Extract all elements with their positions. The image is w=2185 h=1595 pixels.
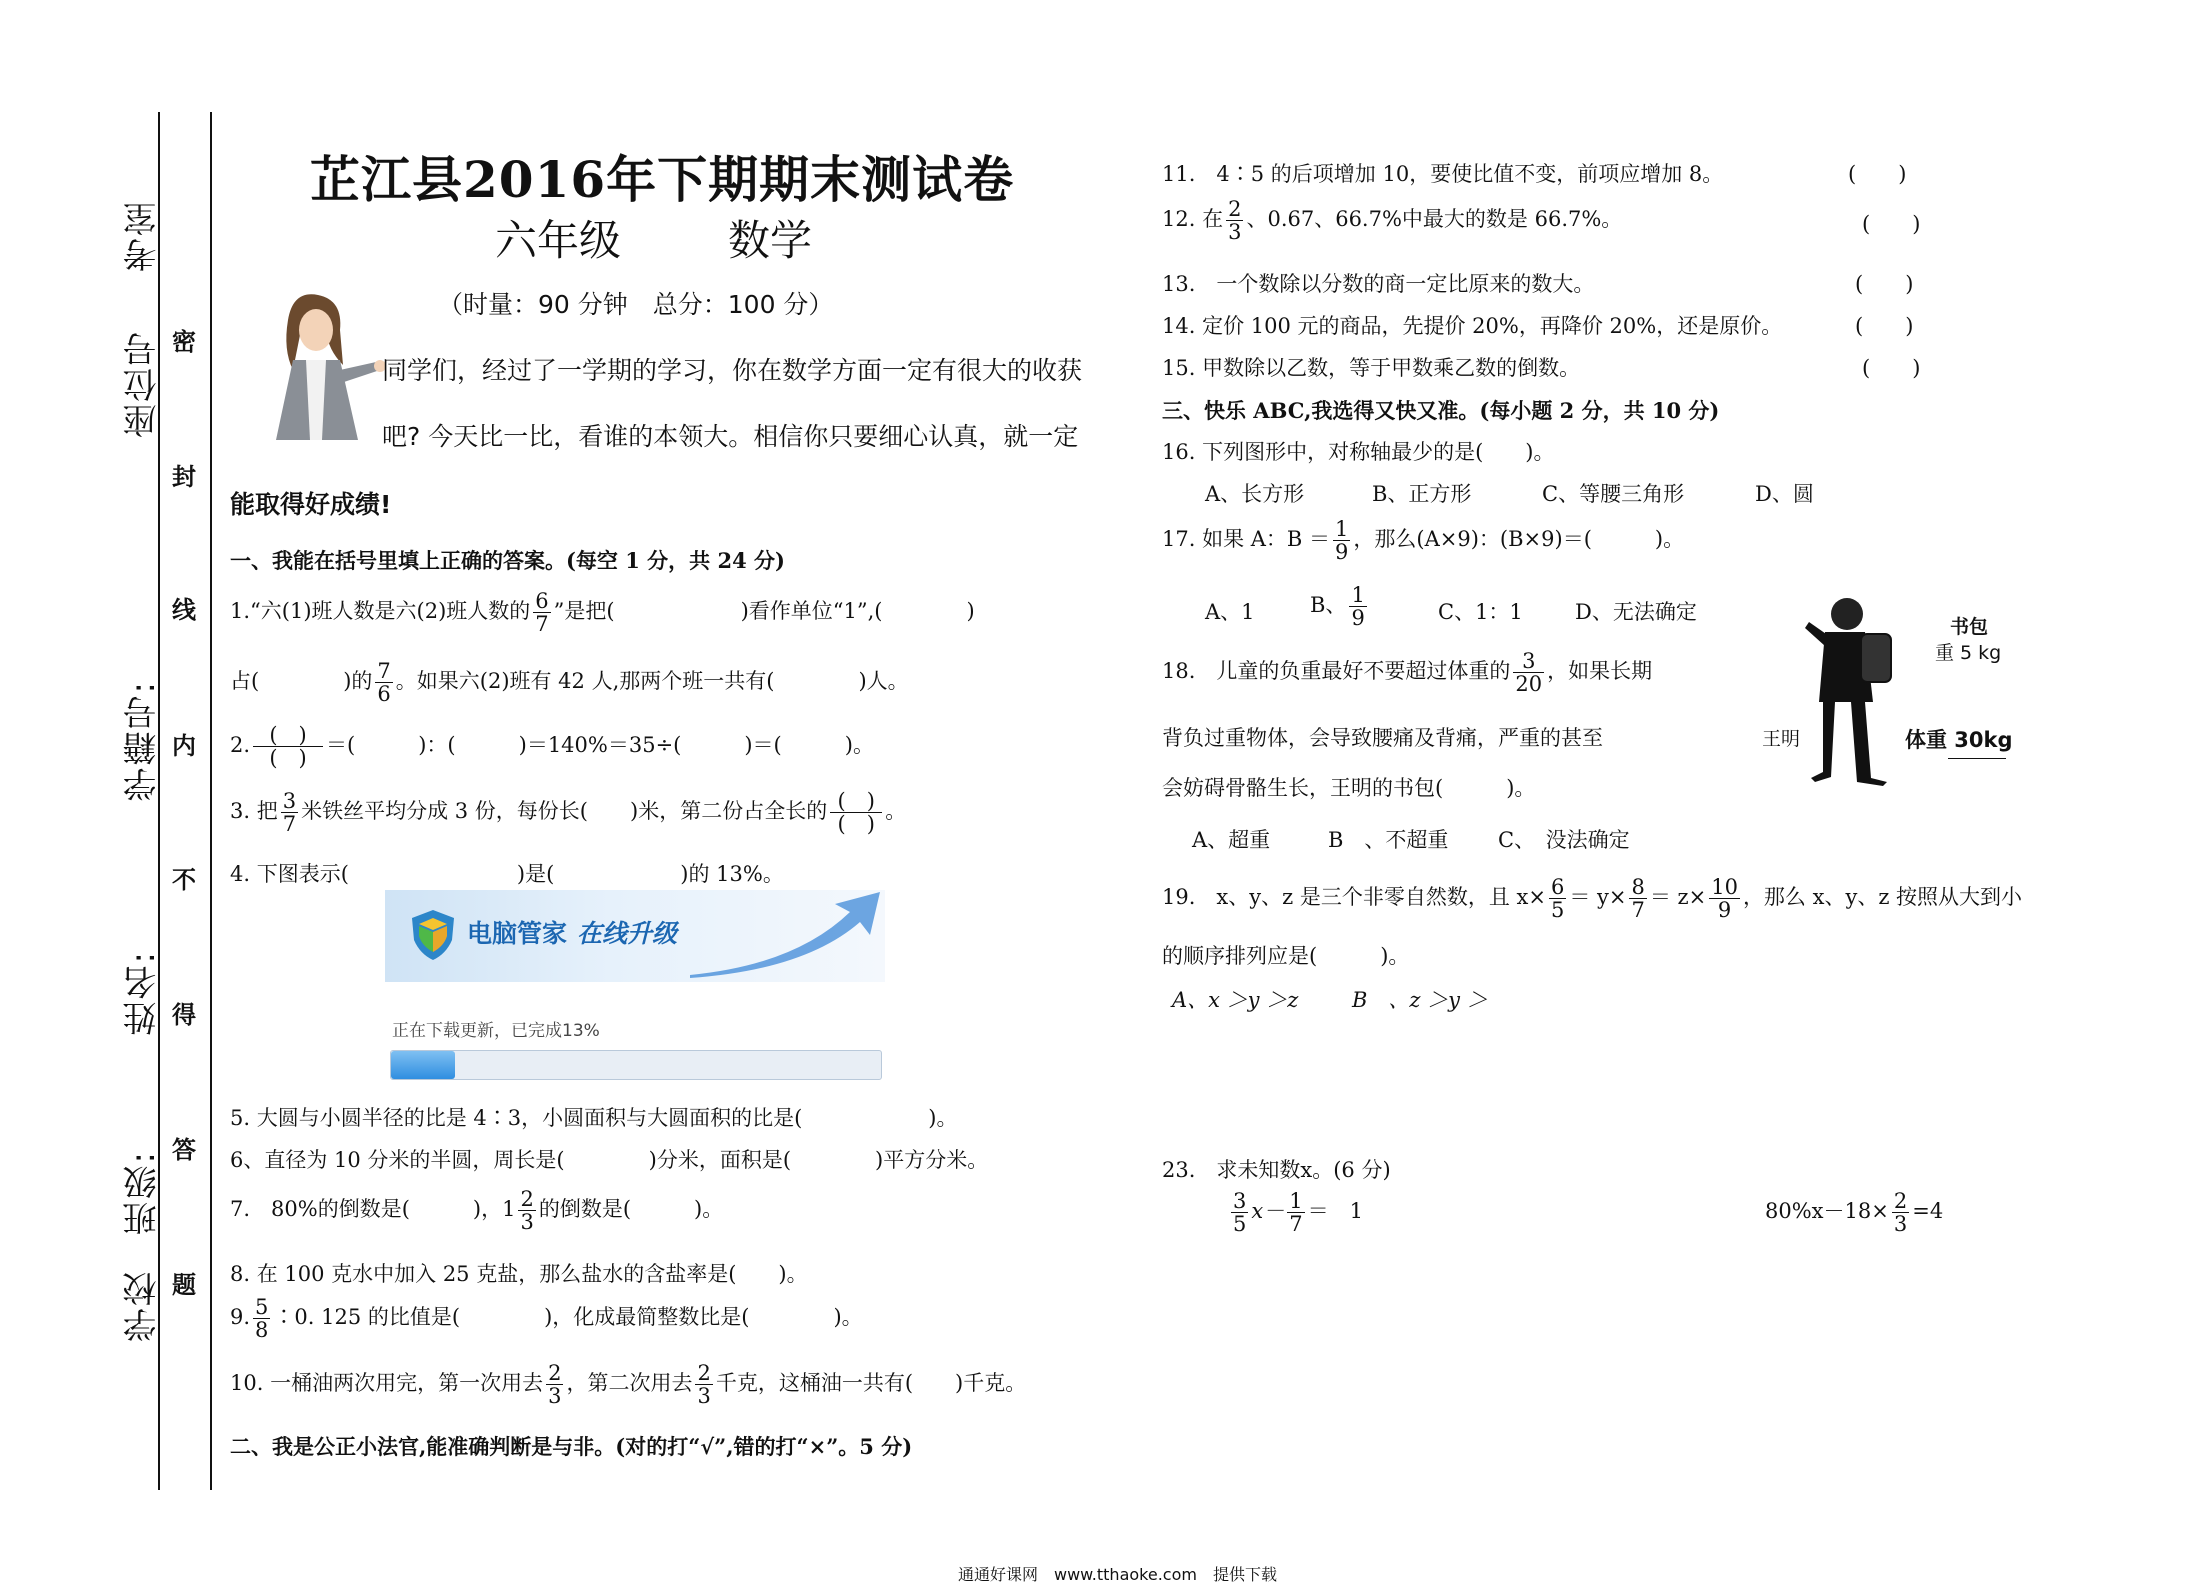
eq1-text-a: x－ [1251,1199,1285,1224]
q18-text-a: 18. 儿童的负重最好不要超过体重的 [1162,659,1511,684]
shield-icon [410,908,456,962]
class-label: 班级: [123,1150,163,1236]
q12-text-a: 12. 在 [1162,207,1224,232]
q17-option-c: C、1：1 [1438,600,1523,624]
intro-line-3: 能取得好成绩! [230,490,392,519]
download-progress-fill [391,1051,455,1079]
question-18-line-3: 会妨碍骨骼生长，王明的书包( )。 [1162,776,1536,800]
exam-title: 芷江县2016年下期期末测试卷 [310,150,1015,209]
download-progress-bar [390,1050,882,1080]
q10-text-b: ，第二次用去 [566,1371,693,1396]
fraction-1-9: $\frac{1}{9}$ [1335,517,1349,565]
q9-num: 9. [230,1305,251,1330]
question-17 [1162,518,1684,563]
footer-source: 通通好课网 www.tthaoke.com 提供下载 [958,1565,1277,1584]
q12-answer-paren: ( ) [1862,212,1921,236]
question-7 [230,1188,723,1233]
q2-text: ＝( )：( )＝140%＝35÷( )＝( )。 [326,733,874,758]
question-5: 5. 大圆与小圆半径的比是 4∶3，小圆面积与大圆面积的比是( )。 [230,1106,958,1130]
question-14: 14. 定价 100 元的商品，先提价 20%，再降价 20%，还是原价。 [1162,314,1783,338]
question-1-line-1 [230,590,975,635]
q19-text-c: ＝ z× [1649,885,1707,910]
q17-option-d: D、无法确定 [1575,600,1697,624]
question-3 [230,790,906,835]
question-2 [230,724,874,769]
seal-char-6: 得 [172,1001,196,1029]
fraction-10-9: $\frac{10}{9}$ [1711,875,1738,923]
q16-option-a: A、长方形 [1205,482,1305,506]
weight-underline [1948,758,2006,759]
q3-text-a: 3. 把 [230,799,278,824]
q3-text-b: 米铁丝平均分成 3 份，每份长( )米，第二份占全长的 [301,799,828,824]
grade-label: 六年级 [495,216,622,265]
question-4: 4. 下图表示( )是( )的 13%。 [230,862,784,886]
seal-char-5: 不 [172,866,196,894]
question-13: 13. 一个数除以分数的商一定比原来的数大。 [1162,272,1595,296]
fraction-3-20: $\frac{3}{20}$ [1515,649,1543,697]
blank-fraction: $\frac{( )}{( )}$ [253,724,323,769]
intro-line-1: 同学们，经过了一学期的学习，你在数学方面一定有很大的收获 [382,356,1083,385]
q10-text-c: 千克，这桶油一共有( )千克。 [715,1371,1027,1396]
q19-option-b: B 、z ＞y ＞ [1352,988,1488,1012]
blank-fraction-2: $\frac{( )}{( )}$ [830,790,882,835]
eq2-text-b: =4 [1912,1199,1944,1224]
q17-option-a: A、1 [1205,600,1255,624]
banner-text-upgrade: 在线升级 [577,919,678,948]
q1-text-c: 占( )的 [230,669,373,694]
q17-text-b: ，那么(A×9)：(B×9)＝( )。 [1353,527,1685,552]
section-1-heading: 一、我能在括号里填上正确的答案。(每空 1 分，共 24 分) [230,548,785,573]
q11-answer-paren: ( ) [1848,162,1907,186]
update-banner [385,890,885,982]
section-2-heading: 二、我是公正小法官,能准确判断是与非。(对的打“√”,错的打“×”。5 分) [230,1434,913,1459]
question-19 [1162,876,2022,921]
q17-text-a: 17. 如果 A：B ＝ [1162,527,1331,552]
fraction-3-5: $\frac{3}{5}$ [1233,1189,1247,1237]
fraction-5-8: $\frac{5}{8}$ [255,1295,269,1343]
q18-option-a: A、超重 [1192,828,1271,852]
fraction-8-7: $\frac{8}{7}$ [1631,875,1645,923]
seat-number-label: 座位号 [123,330,163,438]
q12-text-b: 、0.67、66.7%中最大的数是 66.7%。 [1246,207,1623,232]
q9-text: ∶0. 125 的比值是( )，化成最简整数比是( )。 [273,1305,863,1330]
question-12 [1162,198,1622,243]
banner-text-brand: 电脑管家 [467,919,568,948]
q3-text-c: 。 [885,799,907,824]
teacher-illustration [248,290,388,440]
q18-text-b: ，如果长期 [1547,659,1653,684]
q14-answer-paren: ( ) [1855,314,1914,338]
fraction-2-3: $\frac{2}{3}$ [520,1187,534,1235]
question-8: 8. 在 100 克水中加入 25 克盐，那么盐水的含盐率是( )。 [230,1262,808,1286]
figure-body-weight: 体重 30kg [1905,728,2013,752]
q1-text-b: ”是把( )看作单位“1”,( ) [553,599,975,624]
question-11: 11. 4∶5 的后项增加 10，要使比值不变，前项应增加 8。 [1162,162,1724,186]
equation-1 [1228,1190,1363,1235]
question-6: 6、直径为 10 分米的半圆，周长是( )分米，面积是( )平方分米。 [230,1148,989,1172]
fraction-6-5: $\frac{6}{5}$ [1550,875,1565,923]
fraction-2-3-b: $\frac{2}{3}$ [697,1361,711,1409]
question-19-line-2: 的顺序排列应是( )。 [1162,944,1410,968]
download-status-text: 正在下载更新，已完成13% [392,1021,600,1041]
seal-char-8: 题 [172,1271,196,1299]
q1-text-a: 1.“六(1)班人数是六(2)班人数的 [230,599,531,624]
eq1-text-b: ＝ 1 [1307,1199,1363,1224]
seal-char-3: 线 [172,596,196,624]
q16-option-b: B、正方形 [1372,482,1472,506]
seal-char-2: 封 [172,463,196,491]
q7-text-b: 的倒数是( )。 [538,1197,724,1222]
arrow-icon [685,890,885,982]
fraction-2-3-eq: $\frac{2}{3}$ [1893,1189,1908,1237]
intro-line-2: 吧? 今天比一比，看谁的本领大。相信你只要细心认真，就一定 [382,422,1079,451]
q7-text-a: 7. 80%的倒数是( )，1 [230,1197,516,1222]
figure-bag-weight: 重 5 kg [1935,642,2002,664]
q1-text-d: 。如果六(2)班有 42 人,那两个班一共有( )人。 [395,669,909,694]
question-18-line-1 [1162,650,1652,695]
exam-room-label: 考室 [123,200,163,272]
q19-text-d: ，那么 x、y、z 按照从大到小 [1742,885,2023,910]
figure-bag-label: 书包 [1950,616,1989,638]
section-3-heading: 三、快乐 ABC,我选得又快又准。(每小题 2 分，共 10 分) [1162,398,1720,423]
question-23: 23. 求未知数x。(6 分) [1162,1158,1391,1182]
q19-text-a: 19. x、y、z 是三个非零自然数，且 x× [1162,885,1546,910]
equation-2 [1765,1190,1943,1235]
question-1-line-2 [230,660,909,705]
fraction-3-7: $\frac{3}{7}$ [282,789,297,837]
q19-text-b: ＝ y× [1569,885,1627,910]
question-10 [230,1362,1026,1407]
q18-option-c: C、 没法确定 [1498,828,1630,852]
seal-char-7: 答 [172,1136,196,1164]
name-label: 姓名: [123,950,163,1036]
margin-line-inner [210,112,212,1490]
seal-char-1: 密 [172,328,196,356]
q2-num: 2. [230,733,251,758]
subject-label: 数学 [728,216,813,265]
fraction-2-3-r: $\frac{2}{3}$ [1228,197,1242,245]
figure-name-label: 王明 [1762,728,1801,750]
q16-option-c: C、等腰三角形 [1542,482,1685,506]
q16-option-d: D、圆 [1755,482,1814,506]
fraction-6-7: $\frac{6}{7}$ [535,589,549,637]
student-id-label: 学籍号: [123,680,163,802]
q15-answer-paren: ( ) [1862,356,1921,380]
q18-option-b: B 、不超重 [1328,828,1449,852]
fraction-1-7: $\frac{1}{7}$ [1289,1189,1303,1237]
q10-text-a: 10. 一桶油两次用完，第一次用去 [230,1371,544,1396]
eq2-text-a: 80%x－18× [1765,1199,1889,1224]
q17-option-b: B、 $\frac{1}{9}$ [1310,583,1365,631]
q19-option-a: A、x ＞y ＞z [1172,988,1299,1012]
fraction-2-3-a: $\frac{2}{3}$ [548,1361,562,1409]
q13-answer-paren: ( ) [1855,272,1914,296]
boy-backpack-illustration [1795,592,1905,792]
question-9 [230,1296,863,1341]
seal-char-4: 内 [172,732,196,760]
question-15: 15. 甲数除以乙数，等于甲数乘乙数的倒数。 [1162,356,1581,380]
fraction-1-9-b: $\frac{1}{9}$ [1351,583,1365,631]
question-16: 16. 下列图形中，对称轴最少的是( )。 [1162,440,1555,464]
school-label: 学校 [123,1270,163,1342]
question-18-line-2: 背负过重物体，会导致腰痛及背痛，严重的甚至 [1162,726,1603,750]
fraction-7-6: $\frac{7}{6}$ [377,659,391,707]
time-score-info: （时量：90 分钟 总分：100 分） [438,290,834,319]
